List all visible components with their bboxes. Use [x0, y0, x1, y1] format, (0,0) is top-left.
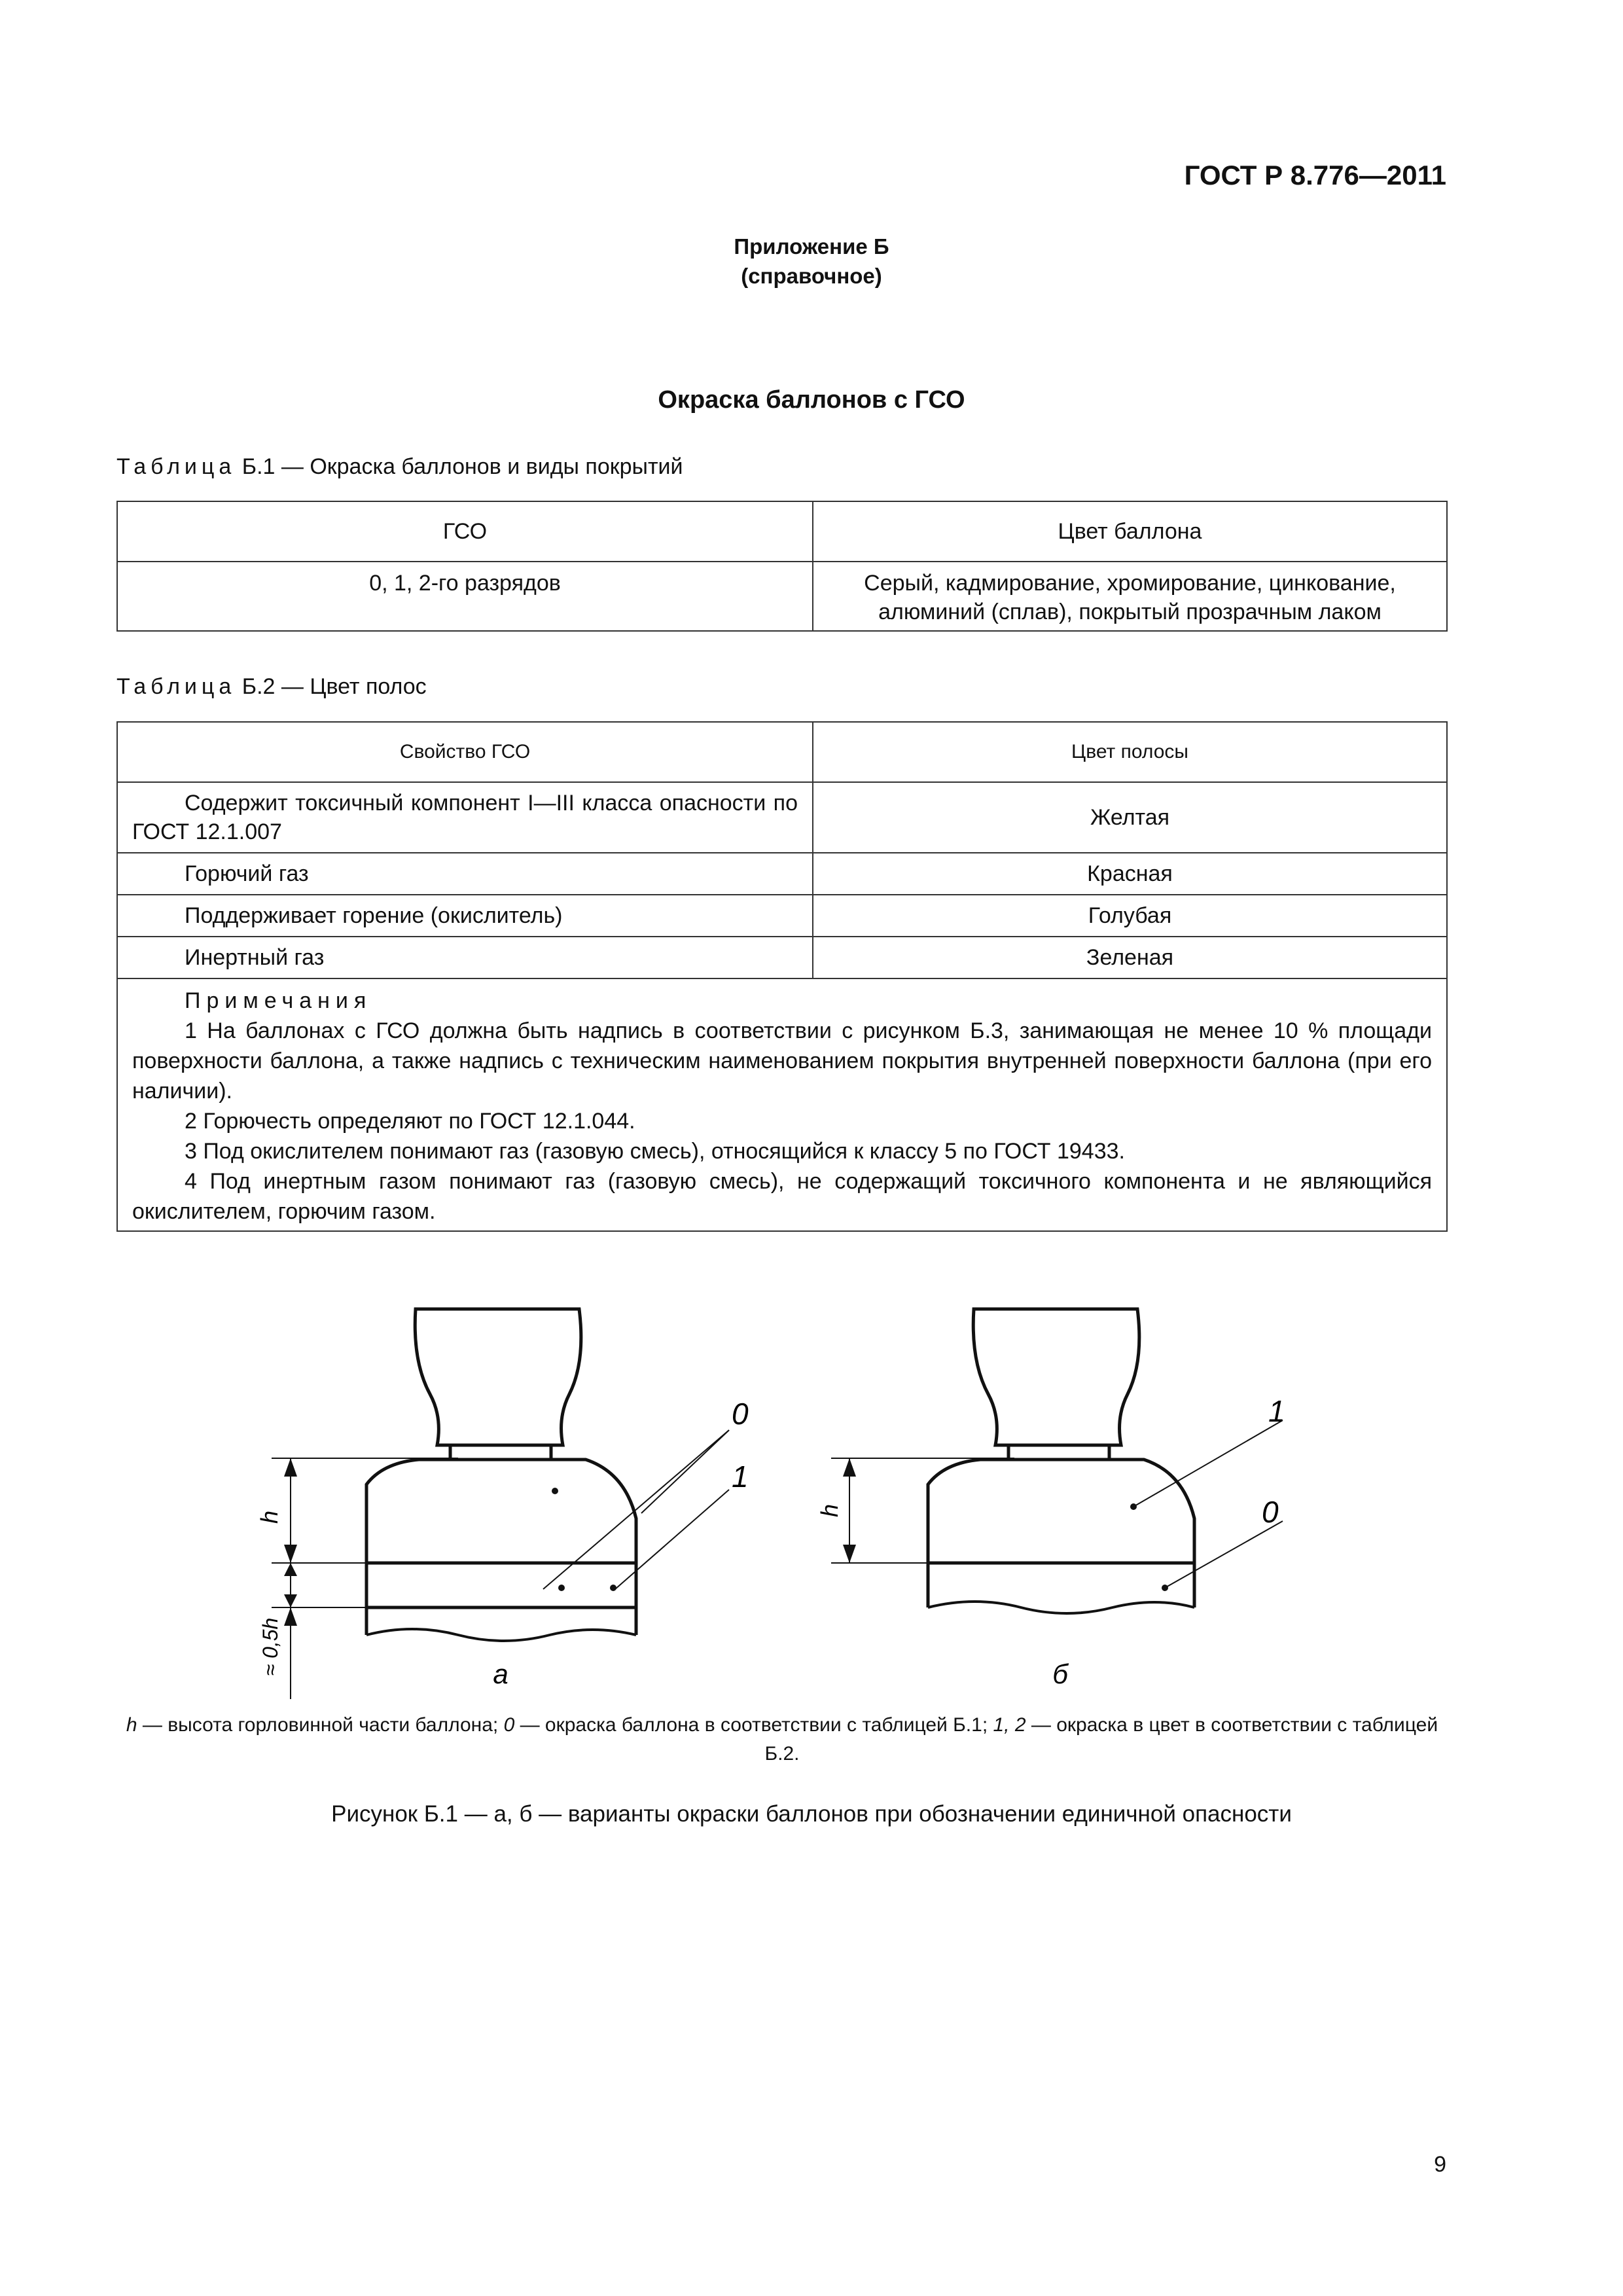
table2-color: Зеленая — [813, 937, 1447, 978]
section-title: Окраска баллонов с ГСО — [658, 386, 965, 414]
table-row — [117, 937, 1447, 978]
dim-label-half-h: ≈ 0,5h — [259, 1617, 282, 1676]
table-row — [117, 782, 1447, 853]
legend-0: 0 — [503, 1714, 515, 1736]
table2-caption — [116, 674, 427, 700]
note-item: 3 Под окислителем понимают газ (газовую смесь), относящийся к классу 5 по ГОСТ 19433. — [185, 1139, 1125, 1164]
table1-header-gso: ГСО — [117, 501, 813, 562]
table1-caption — [116, 454, 683, 480]
table2-caption-text: Б.2 — Цвет полос — [236, 674, 427, 699]
legend-12-text: — окраска в цвет в соответствии с таблицей Б.2. — [764, 1714, 1438, 1765]
table-b1 — [116, 501, 1448, 632]
table-b2 — [116, 721, 1448, 1232]
marker-0-b: 0 — [1262, 1495, 1279, 1529]
marker-1-a: 1 — [732, 1460, 749, 1494]
table1-caption-prefix: Таблица — [116, 454, 236, 479]
table2-property: Содержит токсичный компонент I—III класса опасности по ГОСТ 12.1.007 — [117, 782, 813, 853]
table2-color: Желтая — [813, 782, 1447, 853]
variant-label-b: б — [1052, 1659, 1068, 1689]
appendix-subtitle: (справочное) — [741, 264, 882, 288]
table1-color-line1: Серый, кадмирование, хромирование, цинкование, — [864, 571, 1396, 596]
table2-header-color: Цвет полосы — [813, 722, 1447, 782]
table2-color: Красная — [813, 853, 1447, 895]
table-row — [117, 853, 1447, 895]
table2-notes — [117, 978, 1447, 1231]
table1-cell-color — [813, 562, 1447, 631]
cylinder-variant-a — [366, 1309, 636, 1641]
cylinder-dome-shape — [366, 1460, 636, 1563]
notes-title: Примечания — [185, 988, 372, 1013]
table2-property: Инертный газ — [117, 937, 813, 978]
valve-neck-shape — [450, 1445, 551, 1460]
dim-label-h-b: h — [816, 1503, 843, 1518]
note-item: 2 Горючесть определяют по ГОСТ 12.1.044. — [185, 1109, 635, 1134]
table2-property: Горючий газ — [117, 853, 813, 895]
figure-legend — [116, 1711, 1448, 1768]
figure-caption: Рисунок Б.1 — а, б — варианты окраски баллонов при обозначении единичной опасности — [331, 1801, 1292, 1827]
note-item: 4 Под инертным газом понимают газ (газовую смесь), не содержащий токсичного компонента и не являющийся окислителем, горючим газом. — [132, 1169, 1432, 1224]
table1-color-line2: алюминий (сплав), покрытый прозрачным лаком — [878, 600, 1382, 624]
table2-property: Поддерживает горение (окислитель) — [117, 895, 813, 937]
table1-cell-gso: 0, 1, 2-го разрядов — [117, 562, 813, 631]
dim-label-h-a: h — [256, 1510, 283, 1524]
cylinder-figure — [0, 1283, 1623, 1715]
cylinder-variant-b — [928, 1309, 1194, 1613]
variant-label-a: а — [493, 1659, 508, 1689]
marker-0-a: 0 — [732, 1397, 749, 1431]
legend-12: 1, 2 — [993, 1714, 1026, 1736]
legend-0-text: — окраска баллона в соответствии с таблицей Б.1; — [514, 1714, 993, 1736]
legend-h: h — [126, 1714, 137, 1736]
appendix-title: Приложение Б — [734, 234, 889, 259]
valve-neck-shape — [1008, 1445, 1109, 1460]
table2-caption-prefix: Таблица — [116, 674, 236, 699]
table2-header-property: Свойство ГСО — [117, 722, 813, 782]
valve-cap-shape — [415, 1309, 581, 1445]
note-item: 1 На баллонах с ГСО должна быть надпись в соответствии с рисунком Б.3, занимающая не менее 10 % площади поверхности баллона, а также надпись с техническим наименованием покрытия внутренней поверхности баллона (при его наличии). — [132, 1018, 1432, 1103]
table-row — [117, 895, 1447, 937]
table2-color: Голубая — [813, 895, 1447, 937]
table1-caption-text: Б.1 — Окраска баллонов и виды покрытий — [236, 454, 683, 479]
cylinder-dome-shape — [928, 1460, 1194, 1563]
table1-header-color: Цвет баллона — [813, 501, 1447, 562]
legend-h-text: — высота горловинной части баллона; — [137, 1714, 504, 1736]
valve-cap-shape — [973, 1309, 1139, 1445]
marker-1-b: 1 — [1268, 1394, 1285, 1428]
document-code: ГОСТ Р 8.776—2011 — [1184, 160, 1446, 190]
page-number: 9 — [1434, 2152, 1446, 2177]
